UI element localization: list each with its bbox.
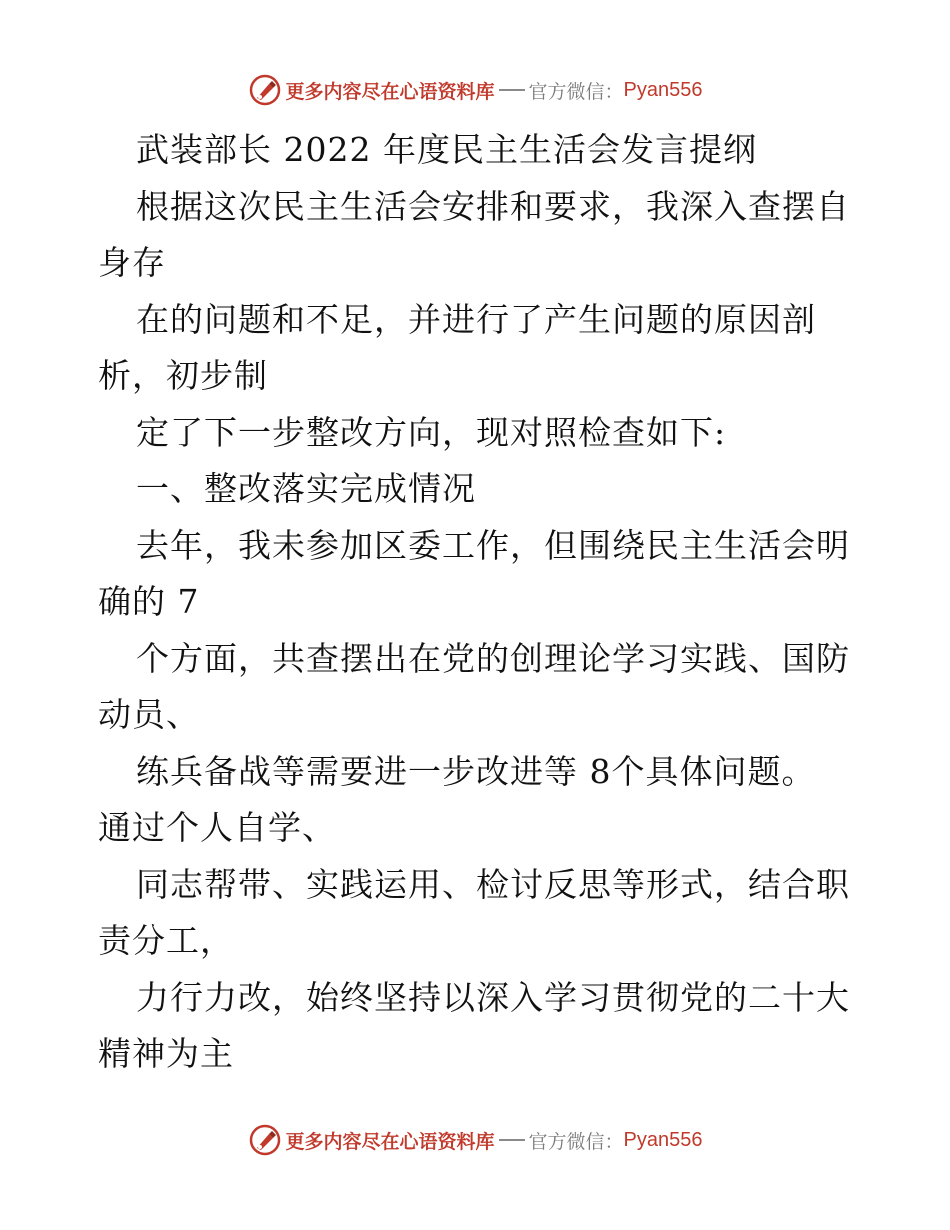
banner-id: Pyan556 [623,78,703,101]
banner-label: 官方微信： [528,80,624,103]
text-line: 精神为主 [98,1034,234,1073]
text-line: 力行力改，始终坚持以深入学习贯彻党的二十大 [136,977,850,1017]
text-line: 定了下一步整改方向，现对照检查如下: [136,412,727,452]
text-line: 析，初步制 [98,356,268,395]
banner-id: Pyan556 [623,1128,703,1151]
footer-watermark-banner [0,1120,950,1160]
header-watermark-banner [0,70,950,110]
banner-title: 更多内容尽在心语资料库 [285,80,495,103]
pen-logo-icon [248,1123,282,1157]
banner-label: 官方微信： [528,1130,624,1153]
text-line: 在的问题和不足，并进行了产生问题的原因剖 [136,299,816,339]
text-line: 武装部长 2022 年度民主生活会发言提纲 [136,130,757,169]
text-line: 责分工， [98,921,234,960]
text-line: 动员、 [98,695,200,734]
banner-dash [499,89,525,91]
text-line: 个方面，共查摆出在党的创理论学习实践、国防 [136,638,850,678]
text-line: 根据这次民主生活会安排和要求，我深入查摆自 [136,186,850,226]
banner-dash [499,1139,525,1141]
pen-logo-icon [248,73,282,107]
text-line: 同志帮带、实践运用、检讨反思等形式，结合职 [136,864,850,904]
text-line: 身存 [98,243,166,282]
text-line: 通过个人自学、 [98,808,336,847]
document-body [98,122,858,1083]
text-line: 确的 7 [98,582,200,621]
text-line: 一、整改落实完成情况 [136,469,476,508]
text-line: 练兵备战等需要进一步改进等 8个具体问题。 [136,751,816,791]
banner-title: 更多内容尽在心语资料库 [285,1130,495,1153]
text-line: 去年，我未参加区委工作，但围绕民主生活会明 [136,525,850,565]
